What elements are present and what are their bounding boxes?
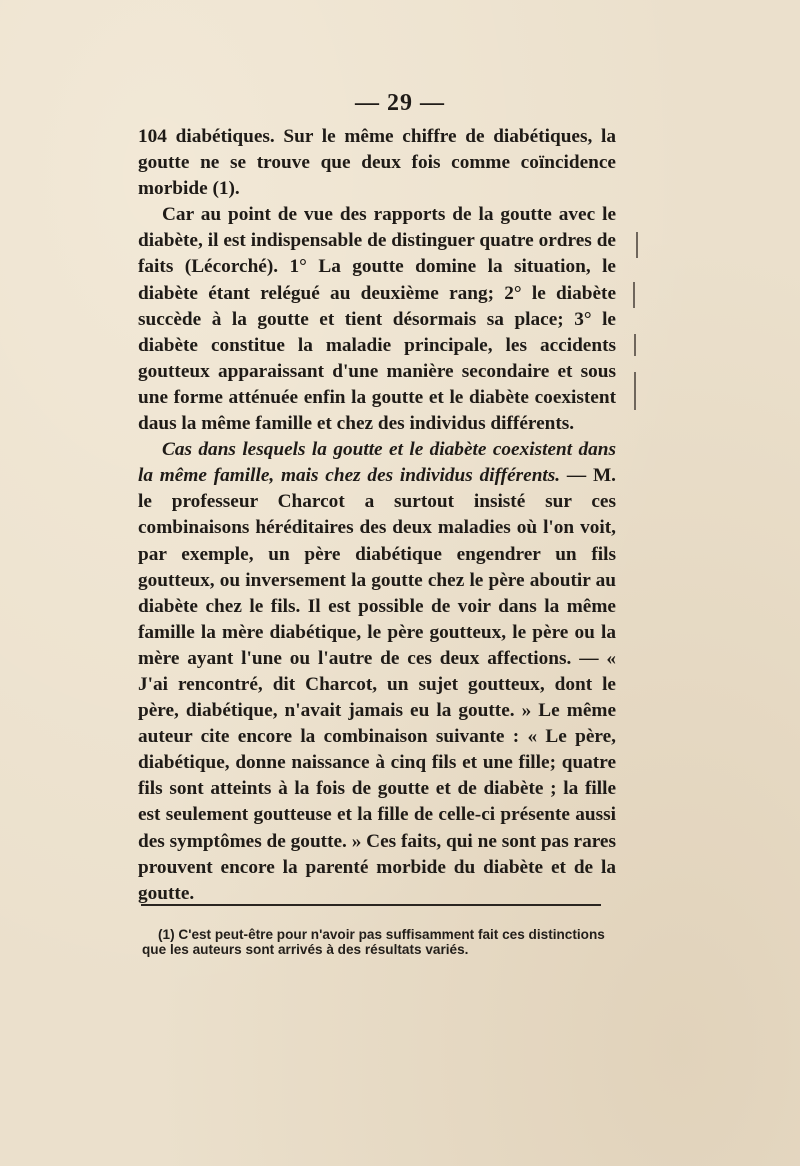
page-number: — 29 — [355, 90, 445, 116]
footnote-rule [141, 904, 601, 906]
paragraph-3 [138, 437, 616, 907]
body-text [138, 124, 616, 907]
margin-mark-3 [634, 334, 636, 356]
margin-mark-2 [633, 282, 635, 308]
paragraph-2: Car au point de vue des rapports de la goutte avec le diabète, il est indispensable de distinguer quatre ordres de faits (Lécorché). 1° La goutte domine la situation, le diabète étant relégué au deuxième rang; 2° le diabète succède à la goutte et tient désormais sa place; 3° le diabète constitue la maladie principale, les accidents goutteux apparaissant d'une manière secondaire et sous une forme atténuée enfin la goutte et le diabète coexistent daus la même famille et chez des individus différents. [138, 204, 616, 435]
paragraph-1: 104 diabétiques. Sur le même chiffre de diabétiques, la goutte ne se trouve que deux fois comme coïncidence morbide (1). [138, 126, 616, 200]
footnote: (1) C'est peut-être pour n'avoir pas suffisamment fait ces distinctions que les auteurs sont arrivés à des résultats variés. [142, 927, 605, 957]
margin-mark-4 [634, 372, 636, 410]
paragraph-3-text: — M. le professeur Charcot a surtout insisté sur ces combinaisons héréditaires des deux maladies où l'on voit, par exemple, un père diabétique engendrer un fils goutteux, ou inversement la goutte chez le père aboutir au diabète chez le fils. Il est possible de voir dans la même famille la mère diabétique, le père goutteux, le père ou la mère ayant l'une ou l'autre de ces deux affections. — « J'ai rencontré, dit Charcot, un sujet goutteux, dont le père, diabétique, n'avait jamais eu la goutte. » Le même auteur cite encore la combinaison suivante : « Le père, diabétique, donne naissance à cinq fils et une fille; quatre fils sont atteints à la fois de goutte et de diabète ; la fille est seulement goutteuse et la fille de celle-ci présente aussi des symptômes de goutte. » Ces faits, qui ne sont pas rares prouvent encore la parenté morbide du diabète et de la goutte. [138, 465, 616, 904]
section-heading-italic: Cas dans lesquels la goutte et le diabète coexistent dans la même famille, mais chez des individus différents. [138, 439, 616, 487]
margin-mark-1 [636, 232, 638, 258]
